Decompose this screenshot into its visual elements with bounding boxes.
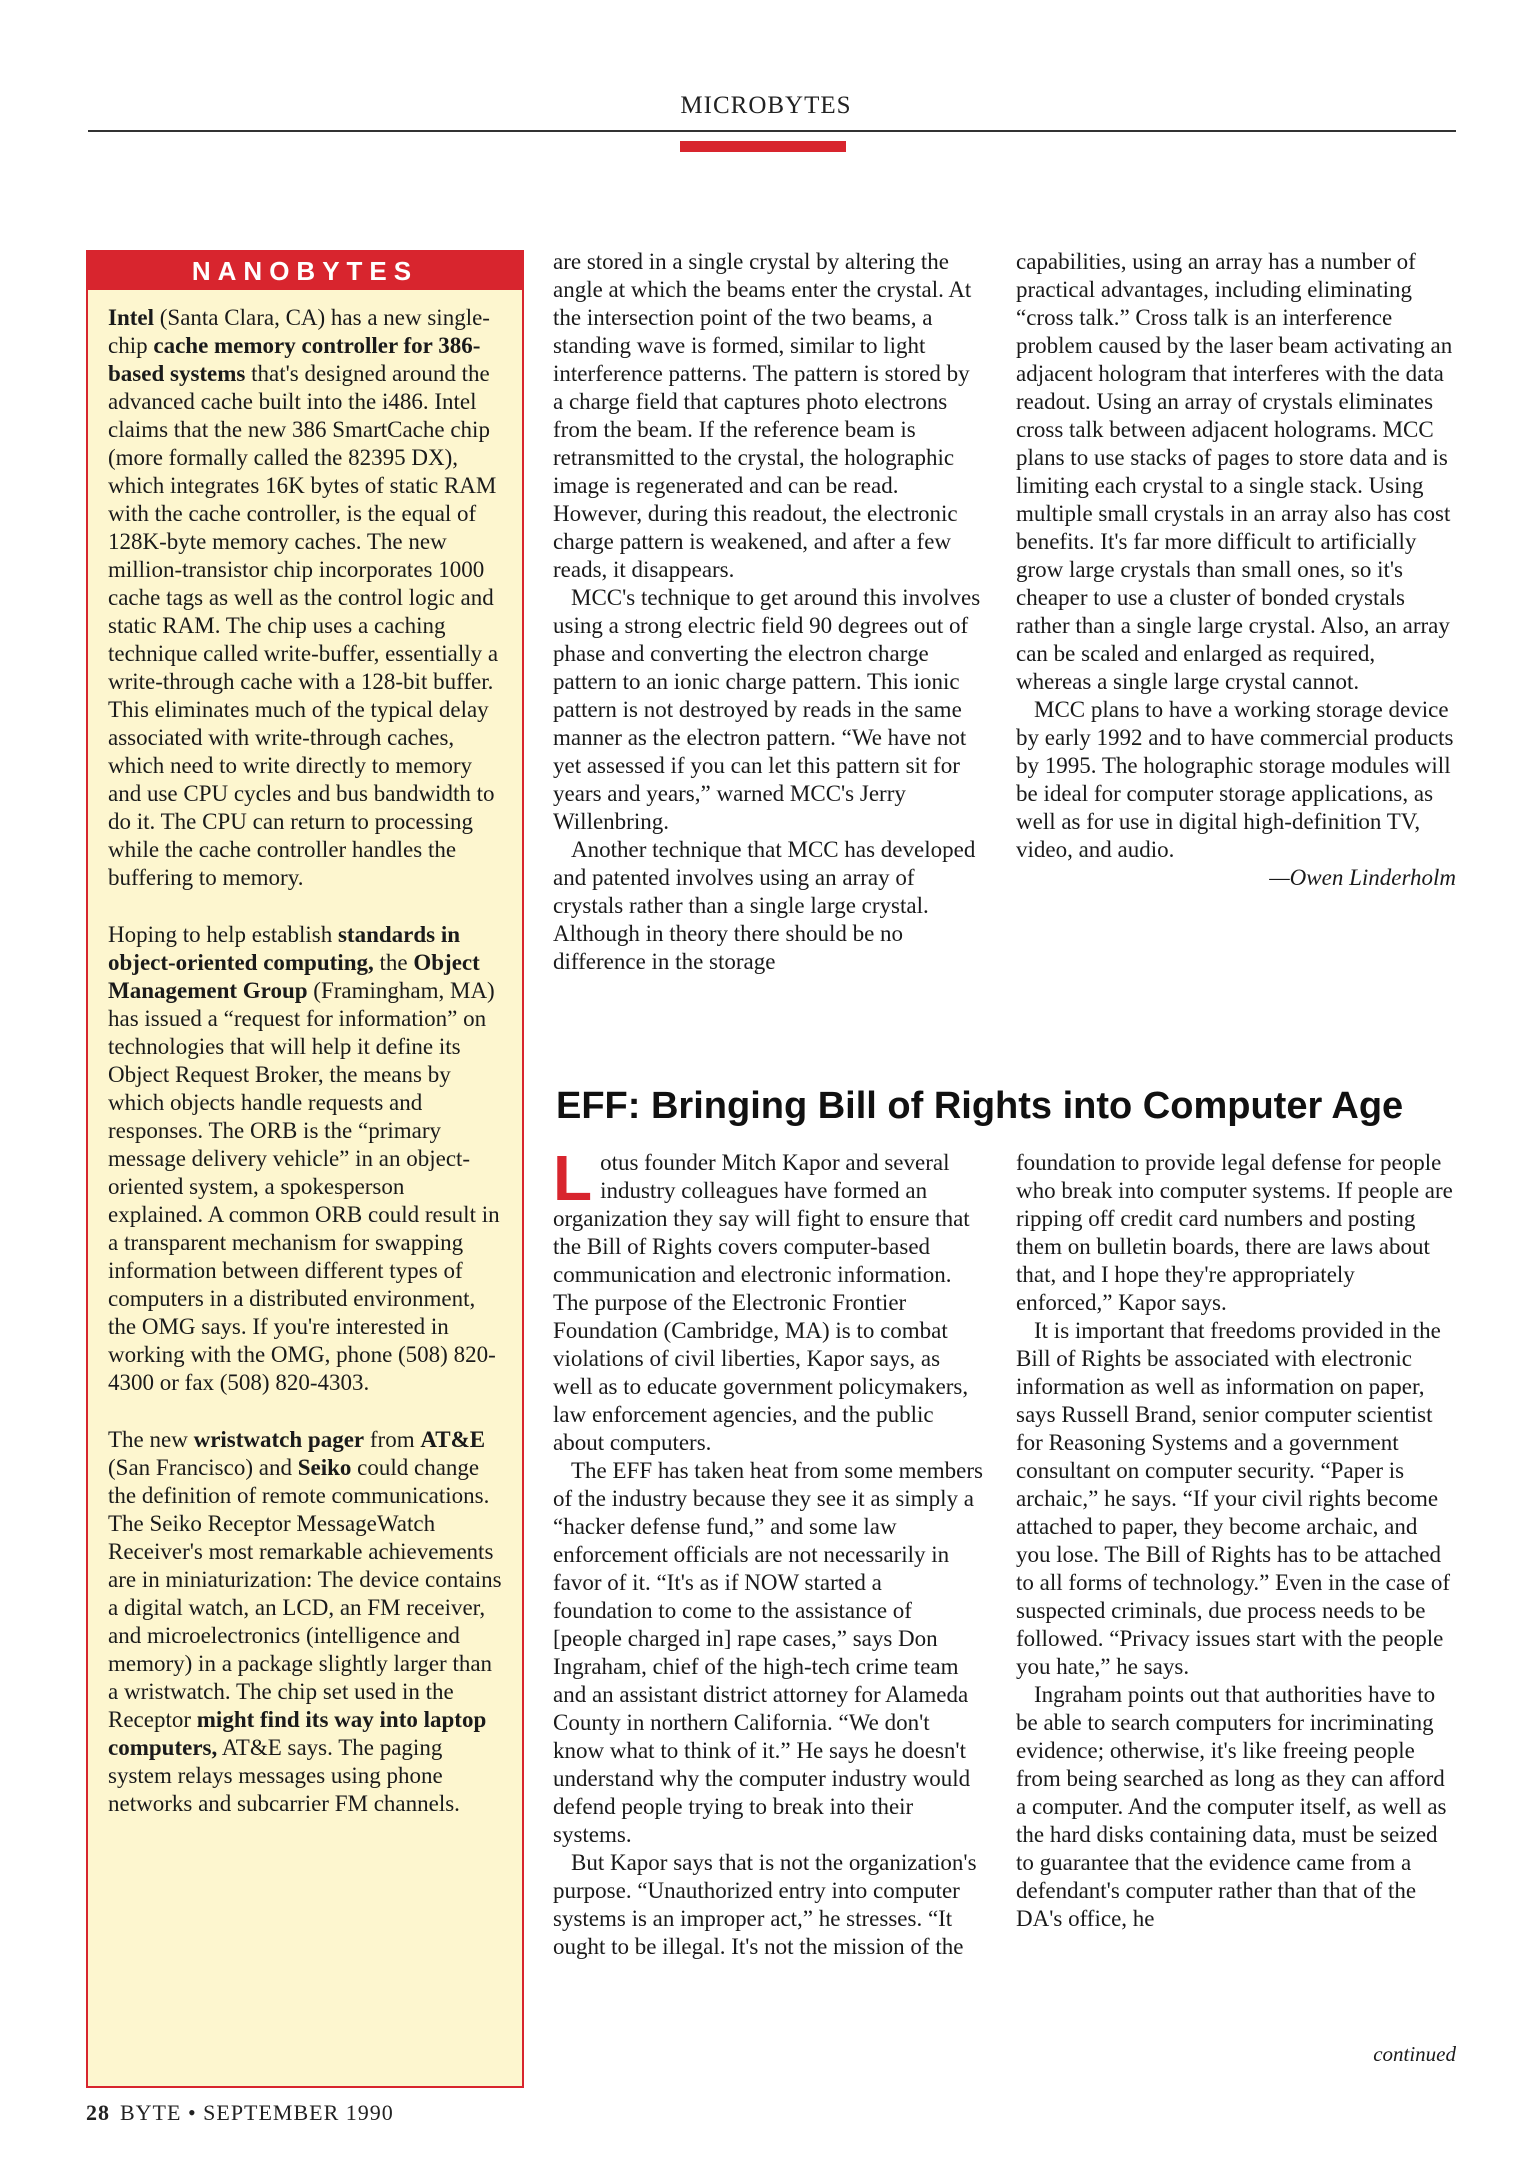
body-paragraph [1016, 1149, 1456, 1317]
body-paragraph [1016, 696, 1456, 864]
article1-column-1 [553, 248, 983, 976]
bold-term: standards in object-oriented computing, [108, 922, 461, 975]
article-headline: EFF: Bringing Bill of Rights into Computer Age [556, 1085, 1404, 1127]
page-footer [86, 2100, 394, 2126]
bold-term: Seiko [297, 1455, 352, 1480]
paragraph-text: capabilities, using an array has a number of practical advantages, including eliminating “cross talk.” Cross talk is an interference problem caused by the laser beam activating an adjacent hologram that interferes with the data readout. Using an array of crystals eliminates cross talk between adjacent holograms. MCC plans to use stacks of pages to store data and is limiting each crystal to a single stack. Using multiple small crystals in an array also has cost benefits. It's far more difficult to artificially grow large crystals than small ones, so it's cheaper to use a cluster of bonded crystals rather than a single large crystal. Also, an array can be scaled and enlarged as required, whereas a single large crystal cannot. [1016, 249, 1453, 694]
bold-term: Intel [108, 305, 154, 330]
text-run: (San Francisco) and [108, 1455, 298, 1480]
header-rule [88, 130, 1456, 132]
text-run: from [364, 1427, 421, 1452]
paragraph-text: But Kapor says that is not the organization's purpose. “Unauthorized entry into computer systems is an improper act,” he stresses. “It ought to be illegal. It's not the mission of the [553, 1850, 977, 1959]
paragraph-text: MCC's technique to get around this involves using a strong electric field 90 degrees out of phase and converting the electron charge pattern to an ionic charge pattern. This ionic pattern is not destroyed by reads in the same manner as the electron pattern. “We have not yet assessed if you can let this pattern sit for years and years,” warned MCC's Jerry Willenbring. [553, 585, 981, 834]
nanobytes-sidebar [86, 250, 524, 2088]
body-paragraph [1016, 248, 1456, 696]
paragraph-text: MCC plans to have a working storage device by early 1992 and to have commercial products by 1995. The holographic storage modules will be ideal for computer storage applications, as well as for use in digital high-definition TV, video, and audio. [1016, 697, 1454, 862]
text-run: could change the definition of remote communications. The Seiko Receptor MessageWatch Receiver's most remarkable achievements are in miniaturization: The device contains a digital watch, an LCD, an FM receiver, and microelectronics (intelligence and memory) in a package slightly larger than a wristwatch. The chip set used in the Receptor [108, 1455, 502, 1732]
publication-line: BYTE • SEPTEMBER 1990 [120, 2100, 394, 2125]
header-accent-bar [680, 141, 846, 152]
sidebar-body [88, 290, 522, 1818]
body-paragraph [553, 836, 983, 976]
bold-term: might find its way into laptop computers, [108, 1707, 487, 1760]
paragraph-text: Another technique that MCC has developed and patented involves using an array of crystals rather than a single large crystal. Although in theory there should be no difference in the storage [553, 837, 976, 974]
body-paragraph [1016, 1317, 1456, 1681]
body-paragraph [553, 1849, 983, 1961]
bold-term: Object Management Group [108, 950, 480, 1003]
paragraph-text: are stored in a single crystal by altering the angle at which the beams enter the crystal. At the intersection point of the two beams, a standing wave is formed, similar to light interference patterns. The pattern is stored by a charge field that captures photo electrons from the beam. If the reference beam is retransmitted to the crystal, the holographic image is regenerated and can be read. However, during this readout, the electronic charge pattern is weakened, and after a few reads, it disappears. [553, 249, 972, 582]
article2-column-2 [1016, 1149, 1456, 1933]
article1-column-2 [1016, 248, 1456, 892]
paragraph-text: otus founder Mitch Kapor and several industry colleagues have formed an organization they say will fight to ensure that the Bill of Rights covers computer-based communication and electronic information. The purpose of the Electronic Frontier Foundation (Cambridge, MA) is to combat violations of civil liberties, Kapor says, as well as to educate government policymakers, law enforcement agencies, and the public about computers. [553, 1150, 970, 1455]
section-title: MICROBYTES [680, 92, 852, 119]
body-paragraph [553, 584, 983, 836]
nanobyte-item [108, 1426, 504, 1818]
text-run: (Santa Clara, CA) has a new single-chip [108, 305, 490, 358]
text-run: The new [108, 1427, 194, 1452]
drop-cap: L [553, 1142, 593, 1214]
paragraph-text: It is important that freedoms provided in the Bill of Rights be associated with electronic information as well as information on paper, says Russell Brand, senior computer scientist for Reasoning Systems and a government consultant on computer security. “Paper is archaic,” he says. “If your civil rights become attached to paper, they become archaic, and you lose. The Bill of Rights has to be attached to all forms of technology.” Even in the case of suspected criminals, due process needs to be followed. “Privacy issues start with the people you hate,” he says. [1016, 1318, 1451, 1679]
text-run: the [373, 950, 414, 975]
page-number: 28 [86, 2100, 110, 2125]
nanobyte-item [108, 304, 504, 892]
bold-term: cache memory controller for 386-based systems [108, 333, 481, 386]
text-run: (Framingham, MA) has issued a “request for information” on technologies that will help it define its Object Request Broker, the means by which objects handle requests and responses. The ORB is the “primary message delivery vehicle” in an object-oriented system, a spokesperson explained. A common ORB could result in a transparent mechanism for swapping information between different types of computers in a distributed environment, the OMG says. If you're interested in working with the OMG, phone (508) 820-4300 or fax (508) 820-4303. [108, 978, 500, 1395]
paragraph-text: Ingraham points out that authorities have to be able to search computers for incriminating evidence; otherwise, it's like freeing people from being searched as long as they can afford a computer. And the computer itself, as well as the hard disks containing data, must be seized to guarantee that the evidence came from a defendant's computer rather than that of the DA's office, he [1016, 1682, 1447, 1931]
paragraph-text: The EFF has taken heat from some members of the industry because they see it as simply a “hacker defense fund,” and some law enforcement officials are not necessarily in favor of it. “It's as if NOW started a foundation to come to the assistance of [people charged in] rape cases,” says Don Ingraham, chief of the high-tech crime team and an assistant district attorney for Alameda County in northern California. “We don't know what to think of it.” He says he doesn't understand why the computer industry would defend people trying to break into their systems. [553, 1458, 983, 1847]
body-paragraph [1016, 1681, 1456, 1933]
bold-term: wristwatch pager [193, 1427, 365, 1452]
nanobyte-item [108, 921, 504, 1397]
continued-marker: continued [1373, 2042, 1456, 2066]
article2-column-1 [553, 1142, 983, 1961]
text-run: that's designed around the advanced cache built into the i486. Intel claims that the new 386 SmartCache chip (more formally called the 82395 DX), which integrates 16K bytes of static RAM with the cache controller, is the equal of 128K-byte memory caches. The new million-transistor chip incorporates 1000 cache tags as well as the control logic and static RAM. The chip uses a caching technique called write-buffer, essentially a write-through cache with a 128-bit buffer. This eliminates much of the typical delay associated with write-through caches, which need to write directly to memory and use CPU cycles and bus bandwidth to do it. The CPU can return to processing while the cache controller handles the buffering to memory. [108, 361, 499, 890]
sidebar-title: NANOBYTES [88, 252, 522, 290]
paragraph-text: foundation to provide legal defense for people who break into computer systems. If people are ripping off credit card numbers and posting them on bulletin boards, there are laws about that, and I hope they're appropriately enforced,” Kapor says. [1016, 1150, 1453, 1315]
text-run: AT&E says. The paging system relays messages using phone networks and subcarrier FM channels. [108, 1735, 460, 1816]
body-paragraph [553, 1457, 983, 1849]
body-paragraph [553, 248, 983, 584]
text-run: Hoping to help establish [108, 922, 338, 947]
author-byline: —Owen Linderholm [1269, 865, 1456, 890]
body-paragraph [553, 1142, 983, 1457]
bold-term: AT&E [420, 1427, 486, 1452]
